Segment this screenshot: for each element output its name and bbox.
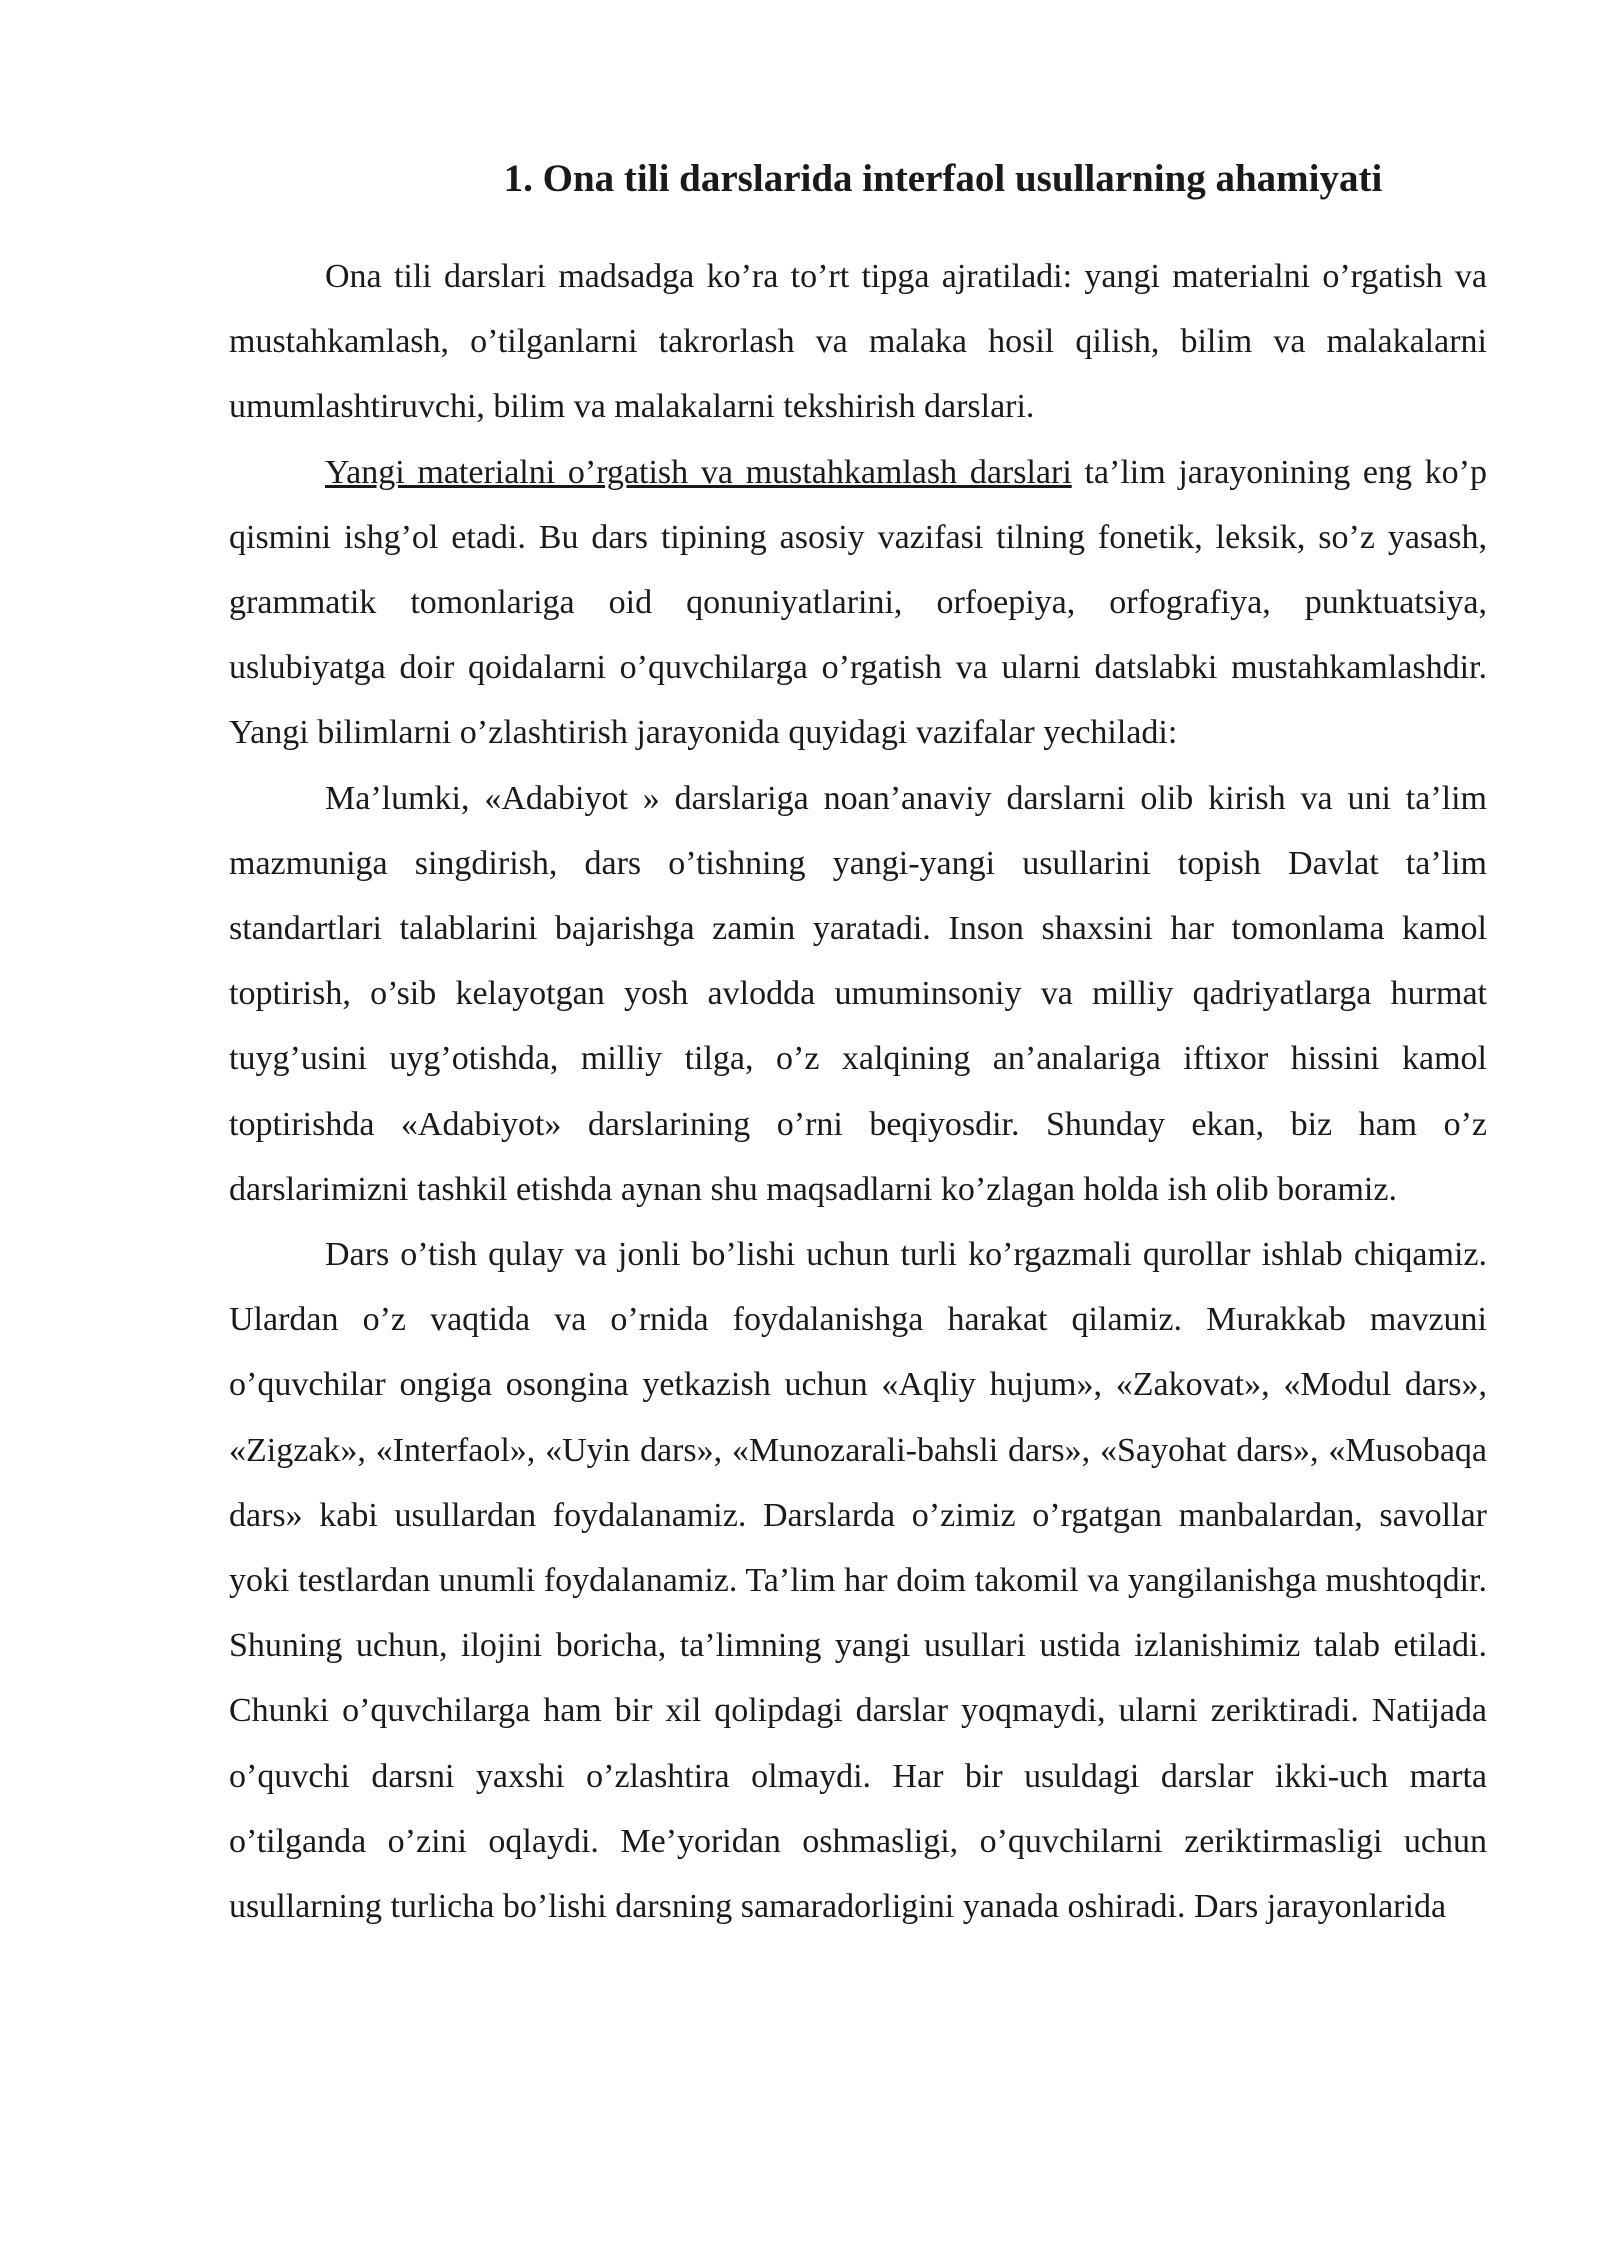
underlined-phrase: Yangi materialni o’rgatish va mustahkamlash darslari	[325, 453, 1072, 491]
paragraph-lesson-types	[229, 244, 1487, 440]
document-page	[229, 150, 1487, 1939]
paragraph-text: ta’lim jarayonining eng ko’p qismini ishg’ol etadi. Bu dars tipining asosiy vazifasi tilning fonetik, leksik, so’z yasash, grammatik tomonlariga oid qonuniyatlarini, orfoepiya, orfografiya, punktuatsiya, uslubiyatga doir qoidalarni o’quvchilarga o’rgatish va ularni datslabki mustahkamlashdir. Yangi bilimlarni o’zlashtirish jarayonida quyidagi vazifalar yechiladi:	[229, 453, 1487, 752]
section-heading: 1. Ona tili darslarida interfaol usullarning ahamiyati	[503, 157, 1383, 200]
paragraph-text: Ona tili darslari madsadga ko’ra to’rt tipga ajratiladi: yangi materialni o’rgatish va mustahkamlash, o’tilganlarni takrorlash va malaka hosil qilish, bilim va malakalarni umumlashtiruvchi, bilim va malakalarni tekshirish darslari.	[229, 258, 1487, 426]
paragraph-teaching-methods	[229, 1222, 1487, 1939]
paragraph-literature-lessons	[229, 766, 1487, 1222]
paragraph-text: Dars o’tish qulay va jonli bo’lishi uchun turli ko’rgazmali qurollar ishlab chiqamiz. Ulardan o’z vaqtida va o’rnida foydalanishga harakat qilamiz. Murakkab mavzuni o’quvchilar ongiga osongina yetkazish uchun «Aqliy hujum», «Zakovat», «Modul dars», «Zigzak», «Interfaol», «Uyin dars», «Munozarali-bahsli dars», «Sayohat dars», «Musobaqa dars» kabi usullardan foydalanamiz. Darslarda o’zimiz o’rgatgan manbalardan, savollar yoki testlardan unumli foydalanamiz. Ta’lim har doim takomil va yangilanishga mushtoqdir. Shuning uchun, ilojini boricha, ta’limning yangi usullari ustida izlanishimiz talab etiladi. Chunki o’quvchilarga ham bir xil qolipdagi darslar yoqmaydi, ularni zeriktiradi. Natijada o’quvchi darsni yaxshi o’zlashtira olmaydi. Har bir usuldagi darslar ikki-uch marta o’tilganda o’zini oqlaydi. Me’yoridan oshmasligi, o’quvchilarni zeriktirmasligi uchun usullarning turlicha bo’lishi darsning samaradorligini yanada oshiradi. Dars jarayonlarida	[229, 1236, 1487, 1926]
paragraph-new-material	[229, 440, 1487, 766]
paragraph-text: Ma’lumki, «Adabiyot » darslariga noan’anaviy darslarni olib kirish va uni ta’lim mazmuniga singdirish, dars o’tishning yangi-yangi usullarini topish Davlat ta’lim standartlari talablarini bajarishga zamin yaratadi. Inson shaxsini har tomonlama kamol toptirish, o’sib kelayotgan yosh avlodda umuminsoniy va milliy qadriyatlarga hurmat tuyg’usini uyg’otishda, milliy tilga, o’z xalqining an’analariga iftixor hissini kamol toptirishda «Adabiyot» darslarining o’rni beqiyosdir. Shunday ekan, biz ham o’z darslarimizni tashkil etishda aynan shu maqsadlarni ko’zlagan holda ish olib boramiz.	[229, 779, 1487, 1208]
